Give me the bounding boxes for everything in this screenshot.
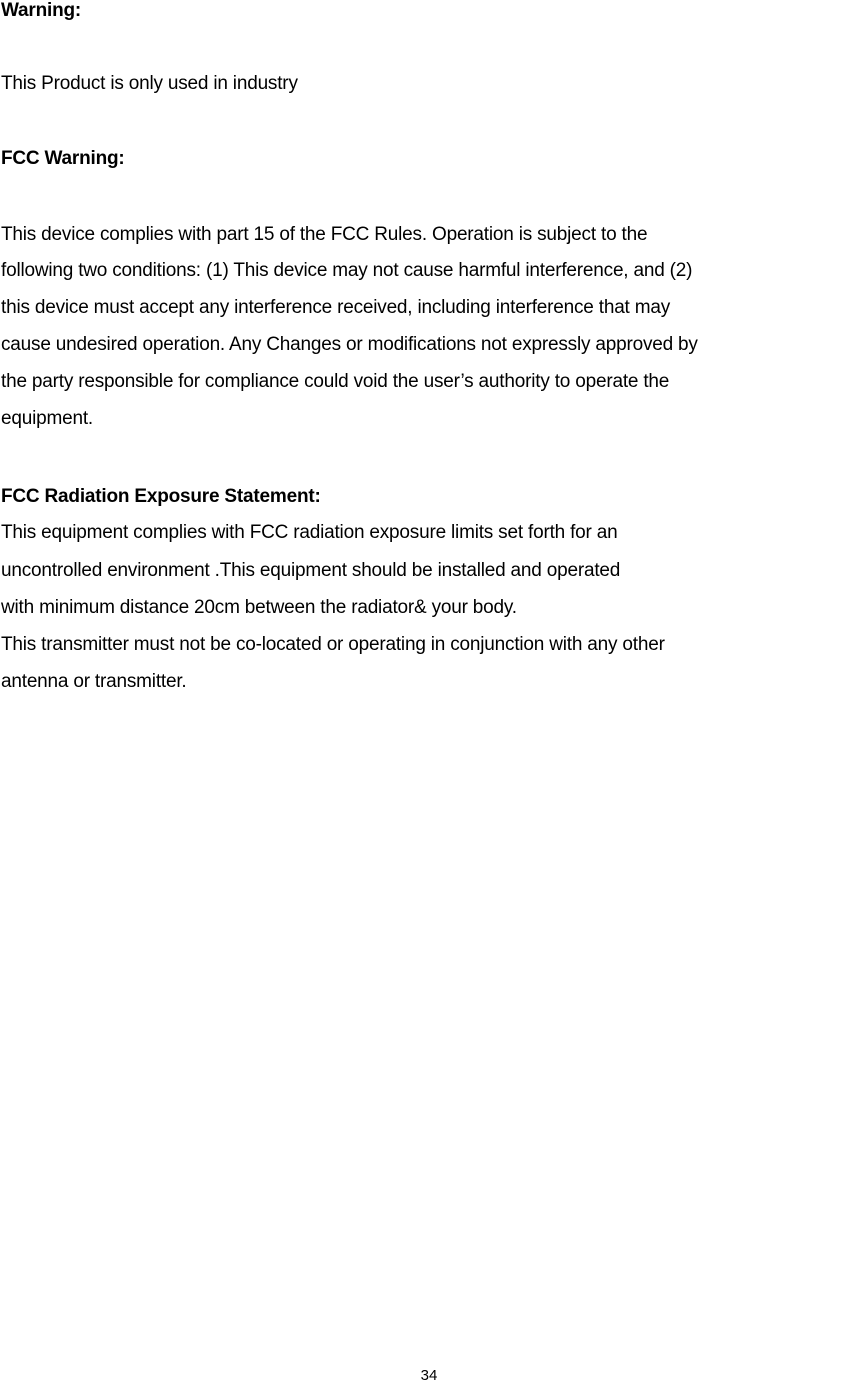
radiation-heading: FCC Radiation Exposure Statement: bbox=[1, 486, 321, 507]
radiation-line: antenna or transmitter. bbox=[1, 671, 187, 692]
fcc-warning-line: following two conditions: (1) This device may not cause harmful interference, and (2) bbox=[1, 260, 693, 281]
warning-text: This Product is only used in industry bbox=[1, 73, 298, 94]
fcc-warning-line: This device complies with part 15 of the FCC Rules. Operation is subject to the bbox=[1, 224, 648, 245]
fcc-warning-line: this device must accept any interference received, including interference that may bbox=[1, 297, 671, 318]
radiation-line: This transmitter must not be co-located or operating in conjunction with any other bbox=[1, 634, 665, 655]
radiation-line: This equipment complies with FCC radiation exposure limits set forth for an bbox=[1, 522, 618, 543]
fcc-warning-line: cause undesired operation. Any Changes or modifications not expressly approved by bbox=[1, 334, 698, 355]
page-number: 34 bbox=[420, 1367, 438, 1384]
fcc-warning-line: equipment. bbox=[1, 408, 94, 429]
fcc-warning-heading: FCC Warning: bbox=[1, 148, 125, 169]
fcc-warning-line: the party responsible for compliance could void the user’s authority to operate the bbox=[1, 371, 670, 392]
radiation-line: with minimum distance 20cm between the radiator& your body. bbox=[1, 597, 517, 618]
radiation-line: uncontrolled environment .This equipment should be installed and operated bbox=[1, 560, 621, 581]
warning-heading: Warning: bbox=[1, 0, 82, 21]
